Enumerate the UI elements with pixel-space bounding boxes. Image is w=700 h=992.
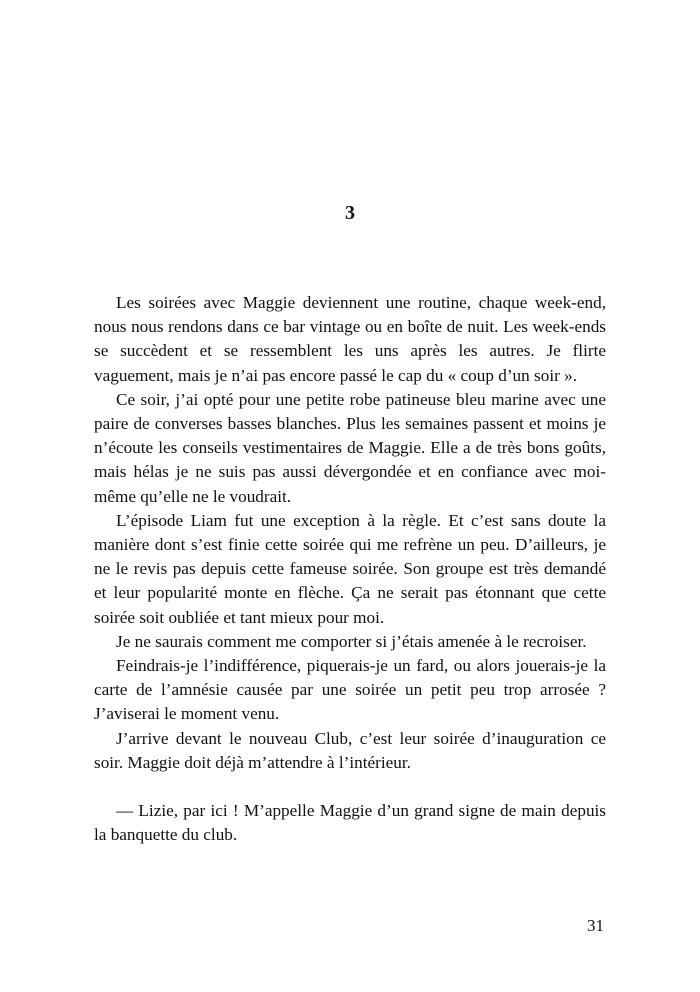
- paragraph: Je ne saurais comment me comporter si j’étais amenée à le recroiser.: [116, 631, 587, 651]
- chapter-body: [94, 291, 606, 848]
- paragraph: Ce soir, j’ai opté pour une petite robe patineuse bleu marine avec une paire de converses basses blanches. Plus les semaines passent et moins je n’écoute les conseils vestimentaires de Maggie. Elle a de très bons goûts, mais hélas je ne suis pas aussi dévergondée et en confiance avec moi-même qu’elle ne le voudrait.: [94, 389, 606, 506]
- dialogue-paragraph: — Lizie, par ici ! M’appelle Maggie d’un grand signe de main depuis la banquette du club.: [94, 801, 606, 845]
- page-number: 31: [587, 916, 604, 935]
- paragraph: L’épisode Liam fut une exception à la règle. Et c’est sans doute la manière dont s’est finie cette soirée qui me refrène un peu. D’ailleurs, je ne le revis pas depuis cette fameuse soirée. Son groupe est très demandé et leur popularité monte en flèche. Ça ne serait pas étonnant que cette soirée soit oubliée et tant mieux pour moi.: [94, 510, 606, 627]
- paragraph: J’arrive devant le nouveau Club, c’est leur soirée d’inauguration ce soir. Maggie doit déjà m’attendre à l’intérieur.: [94, 728, 606, 772]
- paragraph: Feindrais-je l’indifférence, piquerais-je un fard, ou alors jouerais-je la carte de l’amnésie causée par une soirée un petit peu trop arrosée ? J’aviserai le moment venu.: [94, 656, 606, 724]
- chapter-number: 3: [345, 202, 355, 224]
- paragraph: Les soirées avec Maggie deviennent une routine, chaque week-end, nous nous rendons dans ce bar vintage ou en boîte de nuit. Les week-ends se succèdent et se ressemblent les uns après les autres. Je flirte vaguement, mais je n’ai pas encore passé le cap du « coup d’un soir ».: [94, 293, 606, 385]
